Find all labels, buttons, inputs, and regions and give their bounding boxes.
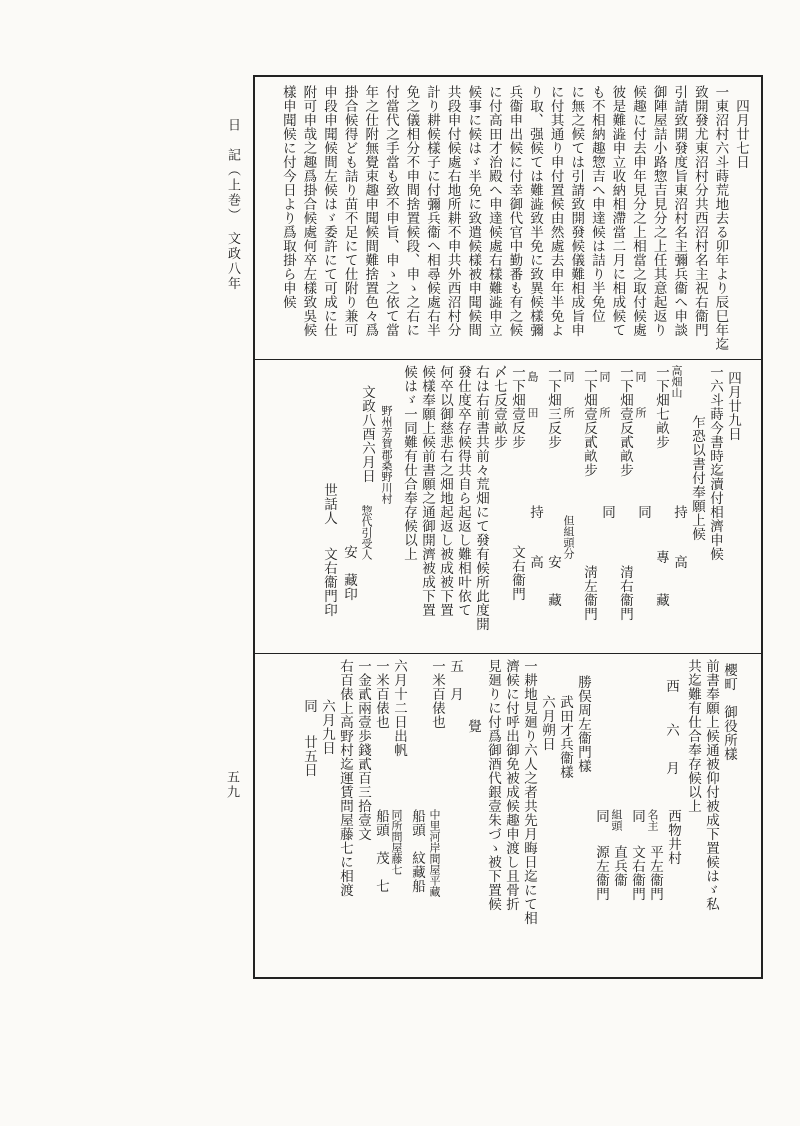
text-line: も不相納趣惣吉へ申達候は詰り半免位 [588,85,605,323]
text-line: 名主 [646,809,659,831]
date-heading: 四月廿九日 [725,371,741,441]
text-line: 一下畑三反步 [545,365,561,449]
text-line: 濟候に付呼出御免被成候趣申渡し且骨折 [503,659,519,911]
text-line: 何卒以御慈悲右之畑地起返し被成被下置 [437,365,453,617]
text-line: 一六斗蒔今書時迄瀆付相濟申候 [707,365,723,561]
text-line: 一下畑壹反貳畝步 [617,365,633,477]
section-divider [255,359,761,360]
text-line: 但組頭分 [562,515,575,559]
text-line: 同 [301,699,317,713]
text-line: 藏 [653,593,669,607]
text-line: 清右衞門 [617,565,633,621]
text-line: 候趣に付去申年見分之上相當之取付候處 [630,85,646,337]
text-line: 同 [598,371,611,382]
text-line: 六月九日 [319,699,335,755]
text-line: 武田才兵衞樣 [557,695,573,779]
text-line: 同 [599,505,615,519]
text-line: に無之候ては引請致開發候儀難相成旨申 [568,85,585,337]
text-line: 同所問屋藤七 [390,809,403,875]
text-line: 所 [562,407,575,418]
text-line: 持 [671,505,687,519]
text-line: 一金貳兩壹歩錢貳百三拾壹文 [355,659,371,841]
text-line: 年之仕附無覺束趣申聞候間難捨置色々爲 [362,85,379,337]
text-line: 野州芳賀郡桑野川村 [380,405,393,504]
text-line: 六月十二日出帆 [391,659,407,757]
text-line: 島 [526,371,539,382]
running-header: 日 記（上巻） 文政八年 [225,118,240,292]
text-line: 同 [634,371,647,382]
text-line: 月 [663,761,679,775]
entry-june [261,659,757,973]
text-line: 共迄難有仕合奉存候以上 [685,659,701,813]
text-line: 兵衞申出候に付幸御代官中勤番も有之候 [506,85,523,337]
text-line: 同 [629,809,645,823]
text-line: 見廻りに付爲御酒代銀壹朱づゝ被下置候 [485,659,501,911]
text-line: 平左衞門 [647,845,663,901]
text-line: 右は右前書共前々荒畑にて發有候所此度開 [473,365,489,631]
text-line: 致開發尤東沼村分共西沼村名主祝右衞門 [691,85,708,337]
text-line: 直兵衞 [611,845,627,887]
section-divider [255,653,761,654]
text-line: 引請致開發度旨東沼村名主彌兵衞へ申談 [671,85,688,337]
entry-april-27 [261,85,757,355]
text-line: 同 [562,371,575,382]
text-line: 右百俵上高野村迄運賃問屋藤七に相渡 [337,659,353,897]
text-line: 樣申聞候に付今日より爲取掛ら申候 [279,85,296,309]
text-line: 共段申付候處右地所耕不申共外西沼村分 [444,85,461,337]
text-line: 惣代引受人 [360,505,373,560]
text-line: 西 [663,679,679,693]
text-line: 田 [526,407,539,418]
text-line: 一下畑壹反步 [509,365,525,449]
text-line: 世話人 [321,483,337,525]
text-line: 高畑山 [670,365,683,398]
text-line: 廿五日 [301,735,317,777]
text-line: 候樣奉願上候前書願之通御開濟被成下置 [419,365,435,617]
text-line: 櫻町 御役所樣 [721,663,737,761]
text-line: 一下畑七畝步 [653,365,669,449]
text-line: 候事に候はゞ半免に致遣候樣被申聞候間 [465,85,482,337]
text-line: 覺 [465,719,481,733]
text-line: 計り耕候樣子に付彌兵衞へ相尋候處右半 [424,85,440,337]
date-heading: 四月廿七日 [733,99,749,169]
text-line: 勝俣周左衞門樣 [575,675,591,773]
text-line: 安 藏印 [341,545,357,601]
text-line: 同 [635,505,651,519]
text-line: 專 [653,550,669,564]
text-line: 源左衞門 [593,845,609,901]
text-line: 藏 [545,593,561,607]
text-line: 五 月 [447,659,463,701]
text-line: 所 [598,407,611,418]
text-line: 中里河岸間屋平藏 [428,809,441,897]
text-line: 組頭 [610,809,623,831]
text-line: 乍恐以書付奉願上候 [689,415,705,541]
text-line: 候はゞ一同難有仕合奉存候以上 [401,365,417,561]
text-line: 文右衞門 [509,545,525,601]
text-line: 一耕地見廻り六人之者共先月晦日迄にて相 [521,659,537,925]
entry-april-29 [261,365,757,647]
text-line: 高 [671,555,687,569]
text-line: 一下畑壹反貳畝步 [581,365,597,477]
text-line: 西物井村 [665,809,681,865]
text-line: 安 [545,555,561,569]
text-line: 彼是難澁申立收納相滯當二月に相成候て [609,85,626,337]
text-line: 〆七反壹畝步 [491,365,507,449]
text-line: 所 [634,407,647,418]
text-line: 文政八酉六月日 [359,385,375,483]
text-line: 船頭 紋藏船 [409,809,425,893]
text-line: 持 [527,505,543,519]
text-line: 文右衞門印 [321,547,337,617]
text-line: 淸左衞門 [581,565,597,621]
text-line: 同 [593,809,609,823]
text-line: 發仕度卒存候得共自ら起返し難相叶依て [455,365,471,617]
text-line: 申段申聞候間左候はゞ委許にて可成に仕 [321,85,337,337]
text-line: 掛合候得ども詰り苗不足にて仕附り兼可 [341,85,358,337]
text-line: 一米百俵也 [373,659,389,729]
text-line: 六 [663,723,679,737]
text-line: 免之儀相分不申間捨置候段、申ゝ之右に [403,85,420,337]
text-line: 前書奉願上候通被仰付被成下置候はゞ私 [703,659,719,911]
text-line: 御陣屋詰小路惣吉見分之上任其意起返り [650,85,667,337]
text-line: 附可申哉之趣爲掛合候處何卒左樣致吳候 [300,85,317,337]
text-line: 文右衞門 [629,845,645,901]
text-line: 一米百俵也 [429,659,445,729]
text-line: に付其通り申付置候由然處去申年半免よ [547,85,564,337]
text-line: り取、强候ては難澁致半免に致異候樣彌 [527,85,543,337]
text-line: 一東沼村六斗蒔荒地去る卯年より辰巳年迄 [712,85,729,351]
text-line: 高 [527,555,543,569]
page-number: 五九 [224,770,239,800]
text-line: 船頭 茂 七 [373,809,389,893]
text-line: 付當代之手當も致不申旨、申ゝ之依て當 [382,85,399,337]
text-line: に付高田才治殿へ申達候處右樣難澁申立 [485,85,502,337]
text-frame [253,75,763,979]
text-line: 六月朔日 [539,695,555,751]
